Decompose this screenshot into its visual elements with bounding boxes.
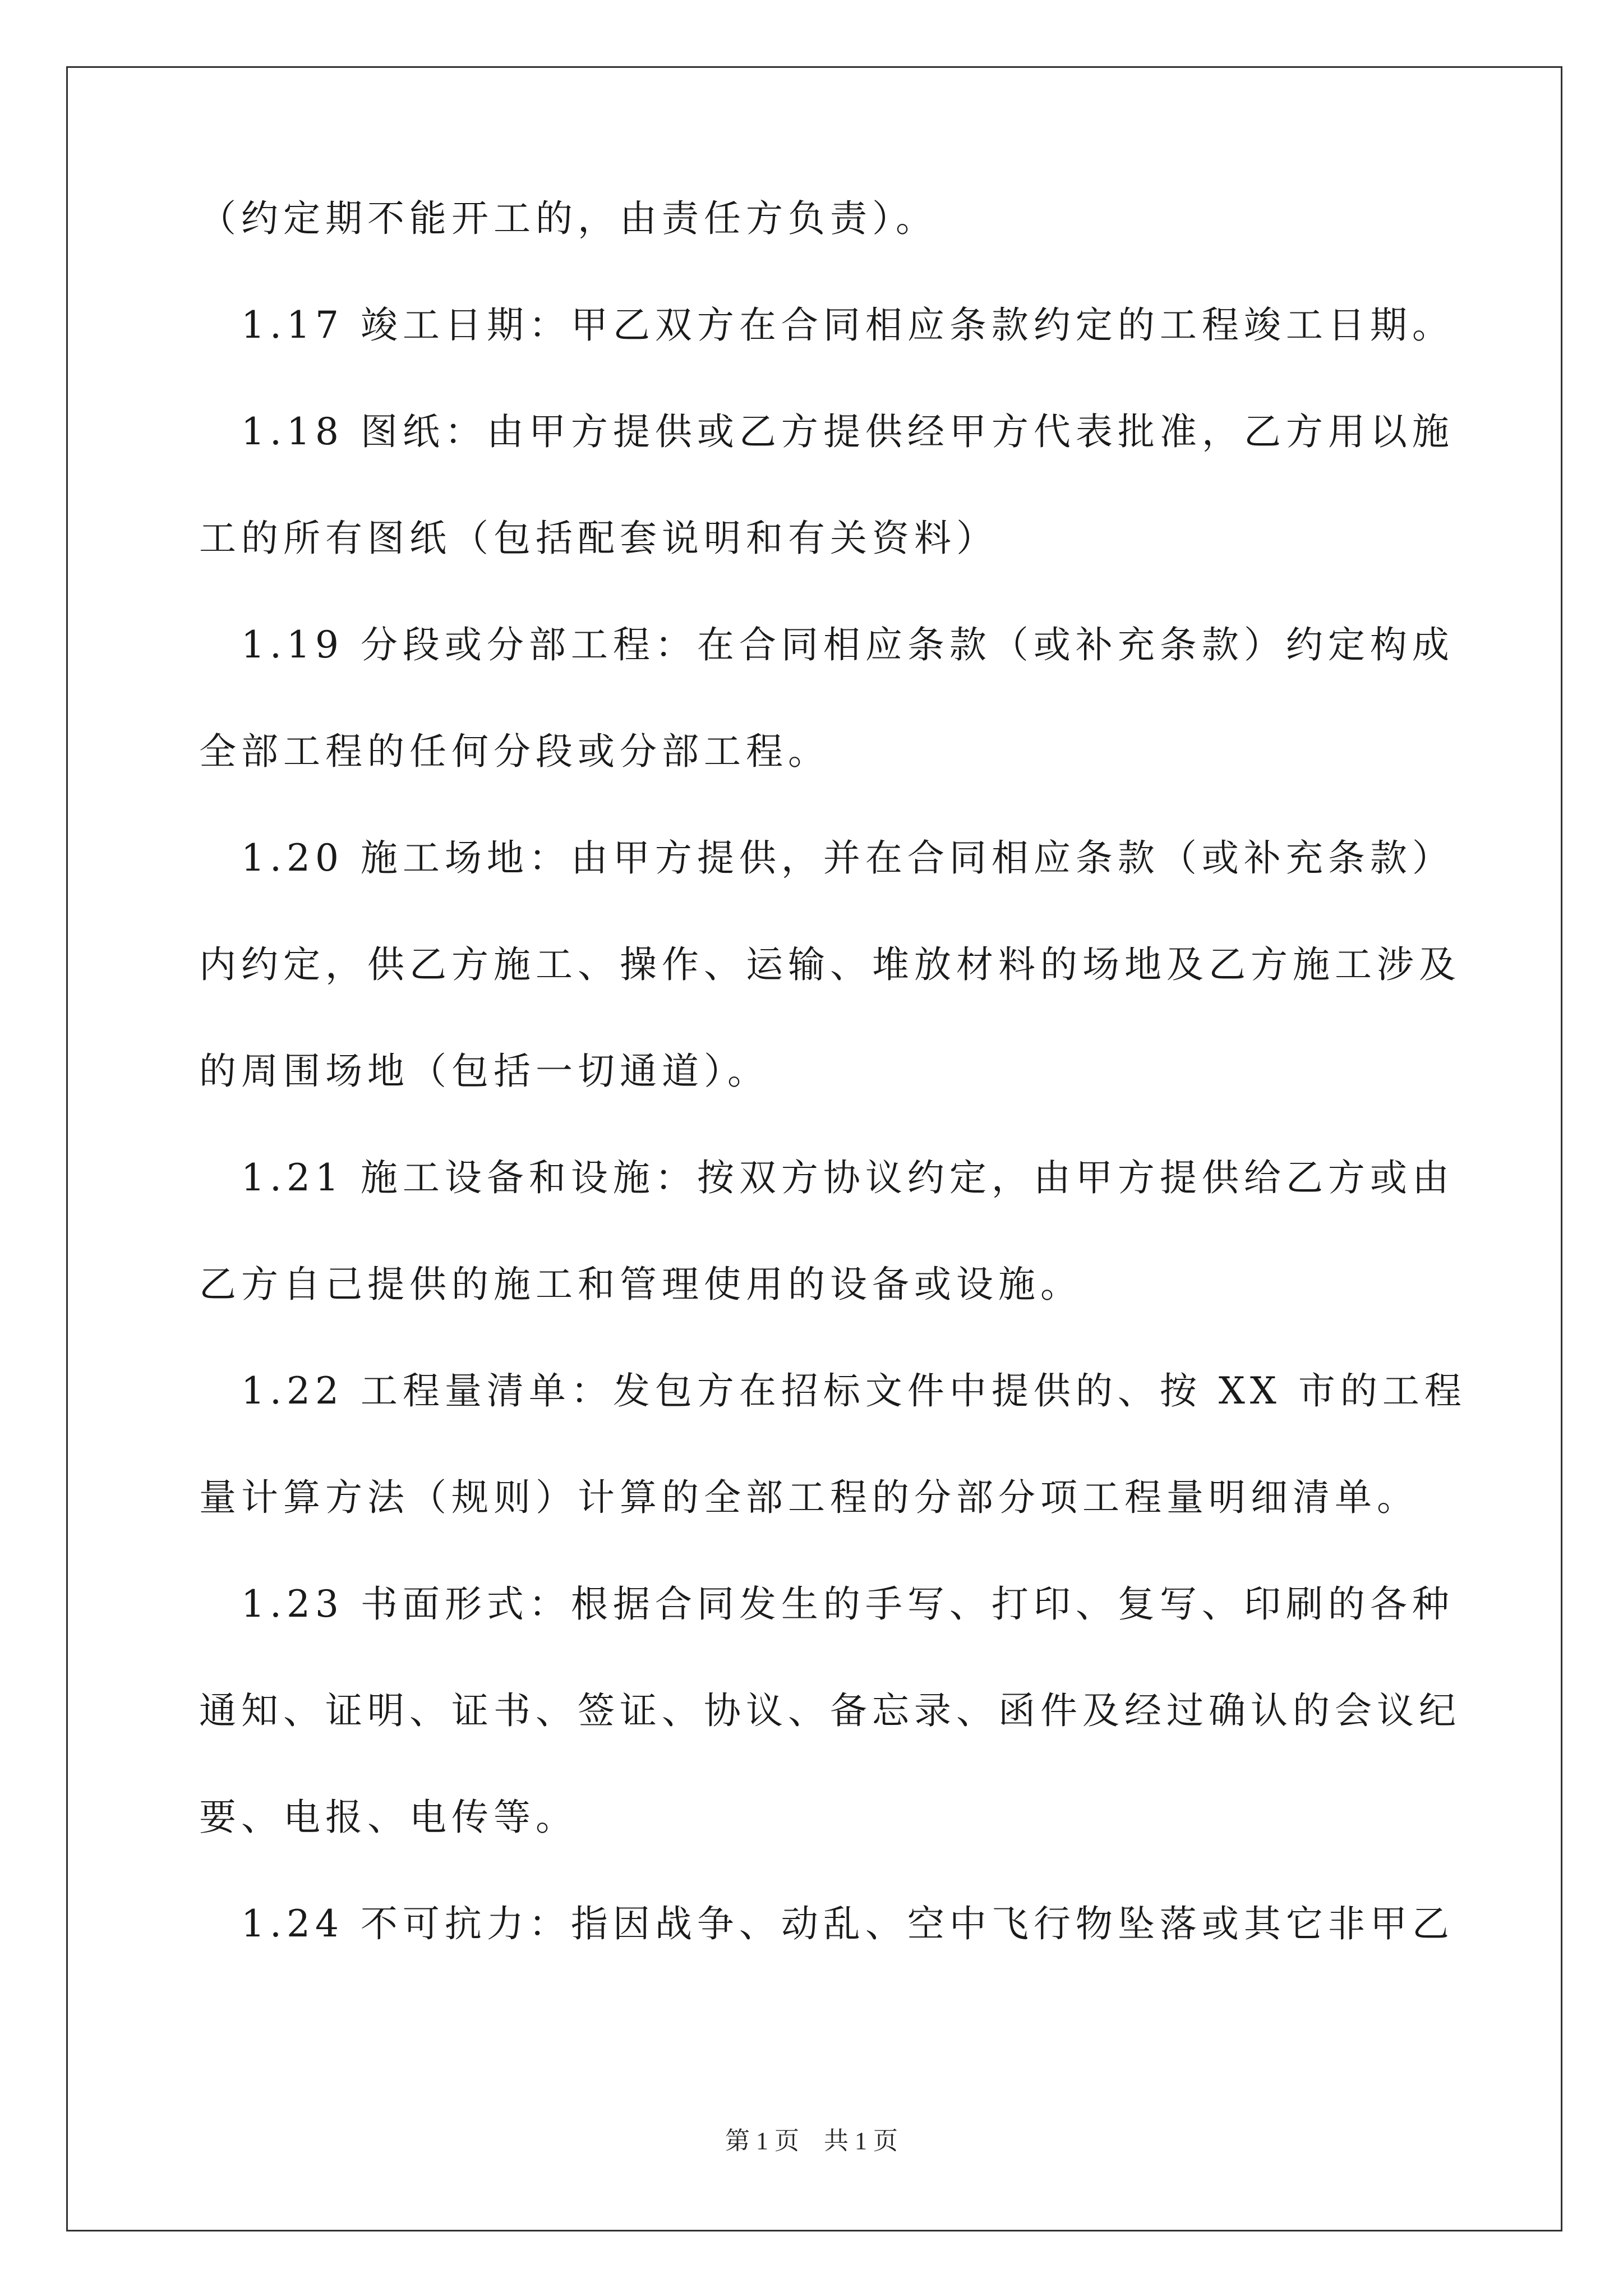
text-line: 全部工程的任何分段或分部工程。: [199, 730, 830, 773]
text-line: 内约定，供乙方施工、操作、运输、堆放材料的场地及乙方施工涉及: [199, 943, 1461, 986]
text-line: （约定期不能开工的，由责任方负责）。: [199, 197, 938, 240]
text-line: 1.17 竣工日期：甲乙双方在合同相应条款约定的工程竣工日期。: [199, 303, 1454, 347]
text-line: 1.20 施工场地：由甲方提供，并在合同相应条款（或补充条款）: [199, 836, 1454, 880]
text-line: 1.22 工程量清单：发包方在招标文件中提供的、按 XX 市的工程: [199, 1369, 1467, 1412]
text-line: 1.24 不可抗力：指因战争、动乱、空中飞行物坠落或其它非甲乙: [199, 1902, 1454, 1945]
text-line: 要、电报、电传等。: [199, 1796, 578, 1839]
text-line: 的周围场地（包括一切通道）。: [199, 1050, 769, 1093]
text-line: 工的所有图纸（包括配套说明和有关资料）: [199, 517, 998, 560]
text-line: 乙方自己提供的施工和管理使用的设备或设施。: [199, 1263, 1082, 1306]
text-line: 量计算方法（规则）计算的全部工程的分部分项工程量明细清单。: [199, 1476, 1419, 1519]
text-line: 1.18 图纸：由甲方提供或乙方提供经甲方代表批准，乙方用以施: [199, 410, 1454, 453]
text-line: 通知、证明、证书、签证、协议、备忘录、函件及经过确认的会议纪: [199, 1689, 1461, 1732]
text-line: 1.23 书面形式：根据合同发生的手写、打印、复写、印刷的各种: [199, 1582, 1454, 1626]
page-number: 第 1 页 共 1 页: [725, 2127, 898, 2155]
text-line: 1.19 分段或分部工程：在合同相应条款（或补充条款）约定构成: [199, 623, 1454, 666]
text-line: 1.21 施工设备和设施：按双方协议约定，由甲方提供给乙方或由: [199, 1156, 1454, 1199]
